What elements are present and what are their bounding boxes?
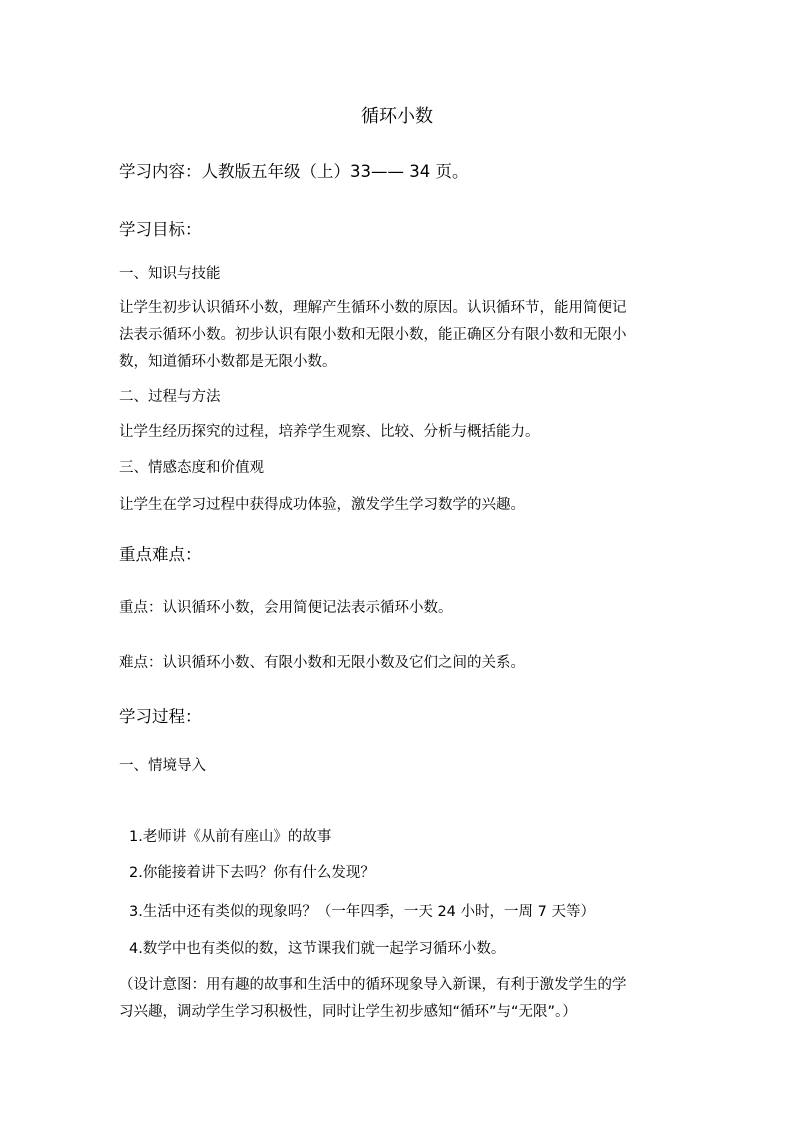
goal2-heading: 二、过程与方法 [119,389,221,405]
goal2-text: 让学生经历探究的过程，培养学生观察、比较、分析与概括能力。 [119,424,540,440]
step-item: 4.数学中也有类似的数，这节课我们就一起学习循环小数。 [129,941,506,957]
difficult-point: 难点：认识循环小数、有限小数和无限小数及它们之间的关系。 [119,655,525,671]
step-item: 1.老师讲《从前有座山》的故事 [129,829,332,845]
goal1-line: 数，知道循环小数都是无限小数。 [119,354,337,370]
goal1-heading: 一、知识与技能 [119,266,221,282]
learning-content: 学习内容：人教版五年级（上）33—— 34 页。 [119,162,469,181]
document-title: 循环小数 [361,106,433,127]
key-point: 重点：认识循环小数，会用简便记法表示循环小数。 [119,600,453,616]
step-item: 3.生活中还有类似的现象吗？（一年四季，一天 24 小时，一周 7 天等） [129,904,595,920]
section1-heading: 一、情境导入 [119,758,206,774]
goal1-paragraph [119,295,679,376]
design-intent [119,972,679,1026]
process-heading: 学习过程： [119,707,202,726]
goals-heading: 学习目标： [119,220,202,239]
goal1-line: 法表示循环小数。初步认识有限小数和无限小数，能正确区分有限小数和无限小 [119,327,627,343]
design-line: 习兴趣，调动学生学习积极性，同时让学生初步感知“循环”与“无限”。） [119,1004,577,1020]
goal1-line: 让学生初步认识循环小数，理解产生循环小数的原因。认识循环节，能用简便记 [119,300,627,316]
design-line: （设计意图：用有趣的故事和生活中的循环现象导入新课，有利于激发学生的学 [119,977,627,993]
goal3-heading: 三、情感态度和价值观 [119,460,264,476]
step-item: 2.你能接着讲下去吗？你有什么发现？ [129,865,375,881]
key-heading: 重点难点： [119,545,202,564]
goal3-text: 让学生在学习过程中获得成功体验，激发学生学习数学的兴趣。 [119,497,525,513]
